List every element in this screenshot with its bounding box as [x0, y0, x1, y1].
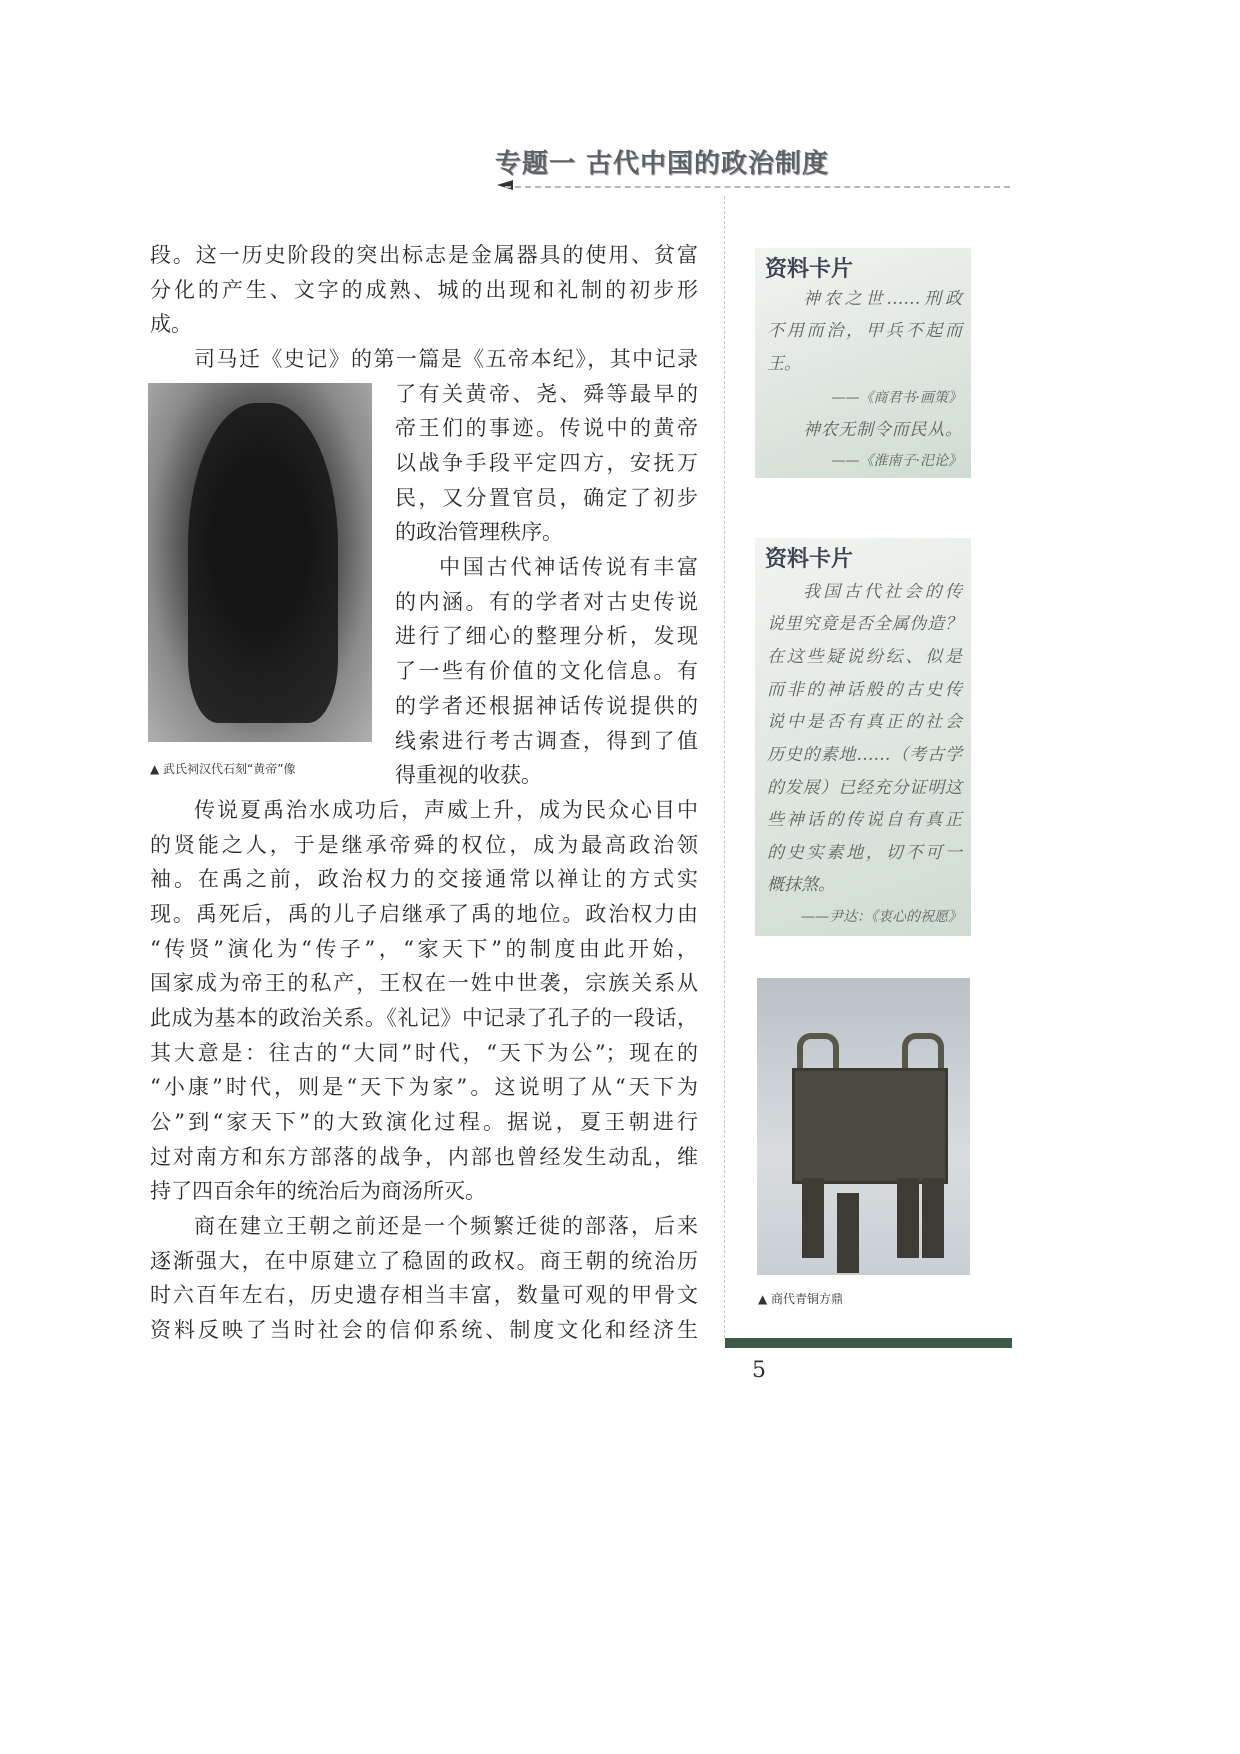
body-text-line: 以战争手段平定四方，安抚万 — [395, 451, 698, 476]
body-text-line: 传说夏禹治水成功后，声威上升，成为民众心目中 — [194, 797, 698, 822]
body-text-line: 帝王们的事迹。传说中的黄帝 — [395, 416, 698, 441]
bronze-ding-photo — [757, 978, 970, 1275]
card-text-line: 我国古代社会的传 — [803, 582, 962, 602]
body-text-line: 了有关黄帝、尧、舜等最早的 — [395, 381, 698, 406]
column-divider — [724, 196, 725, 1338]
card-text-line: 说中是否有真正的社会 — [767, 712, 962, 732]
card-source-citation: ——《商君书·画策》 — [831, 390, 962, 406]
card-source-citation: ——《淮南子·汜论》 — [831, 453, 962, 469]
body-text-line: 商在建立王朝之前还是一个频繁迁徙的部落，后来 — [194, 1214, 698, 1239]
body-text-line: 国家成为帝王的私产，王权在一姓中世袭，宗族关系从 — [150, 971, 698, 996]
info-card-2 — [755, 538, 971, 936]
body-text-line: 成。 — [150, 312, 192, 337]
card-text-line: 王。 — [767, 354, 801, 374]
body-text-line: 公”到“家天下”的大致演化过程。据说，夏王朝进行 — [150, 1110, 698, 1134]
body-text-line: 资料反映了当时社会的信仰系统、制度文化和经济生 — [150, 1318, 698, 1343]
body-text-line: 过对南方和东方部落的战争，内部也曾经发生动乱，维 — [150, 1144, 698, 1169]
body-text-line: 其大意是：往古的“大同”时代，“天下为公”；现在的 — [150, 1040, 698, 1065]
body-text-line: 逐渐强大，在中原建立了稳固的政权。商王朝的统治历 — [150, 1248, 698, 1273]
header-divider — [505, 186, 1010, 188]
header-arrow-icon — [497, 180, 513, 190]
body-text-line: 得重视的收获。 — [395, 763, 542, 788]
card-text-line: 的发展）已经充分证明这 — [767, 778, 962, 798]
body-text-line: 线索进行考古调查，得到了值 — [395, 728, 698, 753]
body-text-line: 中国古代神话传说有丰富 — [439, 555, 698, 580]
huangdi-caption: ▲ 武氏祠汉代石刻“黄帝”像 — [150, 762, 296, 776]
body-text-line: 民，又分置官员，确定了初步 — [395, 485, 698, 510]
card-text-line: 的史实素地，切不可一 — [767, 843, 962, 863]
body-text-line: 持了四百余年的统治后为商汤所灭。 — [150, 1179, 486, 1204]
card-text-line: 些神话的传说自有真正 — [767, 810, 962, 830]
card-source-citation: ——尹达：《衷心的祝愿》 — [801, 909, 962, 925]
card-text-line: 概抹煞。 — [767, 875, 835, 895]
chapter-header-title: 专题一 古代中国的政治制度 — [495, 149, 830, 179]
body-text-line: 了一些有价值的文化信息。有 — [395, 659, 698, 684]
body-text-line: 此成为基本的政治关系。《礼记》中记录了孔子的一段话， — [150, 1005, 698, 1030]
body-text-line: 的内涵。有的学者对古史传说 — [395, 589, 698, 614]
body-text-line: 现。禹死后，禹的儿子启继承了禹的地位。政治权力由 — [150, 901, 698, 926]
card-text-line: 不用而治，甲兵不起而 — [767, 321, 962, 341]
card-text-line: 历史的素地……（考古学 — [767, 745, 962, 765]
info-card-1 — [755, 248, 971, 478]
card-text-line: 而非的神话般的古史传 — [767, 680, 962, 700]
body-text-line: 的政治管理秩序。 — [395, 520, 563, 545]
huangdi-stone-carving-image — [148, 383, 372, 742]
card-text-line: 神农无制令而民从。 — [803, 420, 962, 440]
body-text-line: 司马迁《史记》的第一篇是《五帝本纪》，其中记录 — [194, 347, 698, 372]
card-text-line: 神农之世……刑政 — [803, 289, 962, 309]
page-number: 5 — [752, 1358, 766, 1383]
card-text-line: 说里究竟是否全属伪造？ — [767, 614, 962, 634]
body-text-line: 分化的产生、文字的成熟、城的出现和礼制的初步形 — [150, 277, 698, 302]
card-title: 资料卡片 — [765, 257, 854, 282]
body-text-line: 进行了细心的整理分析，发现 — [395, 624, 698, 649]
body-text-line: 的学者还根据神话传说提供的 — [395, 693, 698, 718]
body-text-line: “小康”时代，则是“天下为家”。这说明了从“天下为 — [150, 1075, 698, 1100]
body-text-line: 的贤能之人，于是继承帝舜的权位，成为最高政治领 — [150, 832, 698, 857]
body-text-line: 时六百年左右，历史遗存相当丰富，数量可观的甲骨文 — [150, 1283, 698, 1308]
ding-caption: ▲ 商代青铜方鼎 — [758, 1292, 844, 1306]
footer-bar — [725, 1338, 1012, 1348]
card-title: 资料卡片 — [765, 547, 854, 572]
body-text-line: 袖。在禹之前，政治权力的交接通常以禅让的方式实 — [150, 867, 698, 892]
body-text-line: 段。这一历史阶段的突出标志是金属器具的使用、贫富 — [150, 243, 698, 267]
body-text-line: “传贤”演化为“传子”，“家天下”的制度由此开始， — [150, 936, 698, 961]
card-text-line: 在这些疑说纷纭、似是 — [767, 647, 962, 667]
